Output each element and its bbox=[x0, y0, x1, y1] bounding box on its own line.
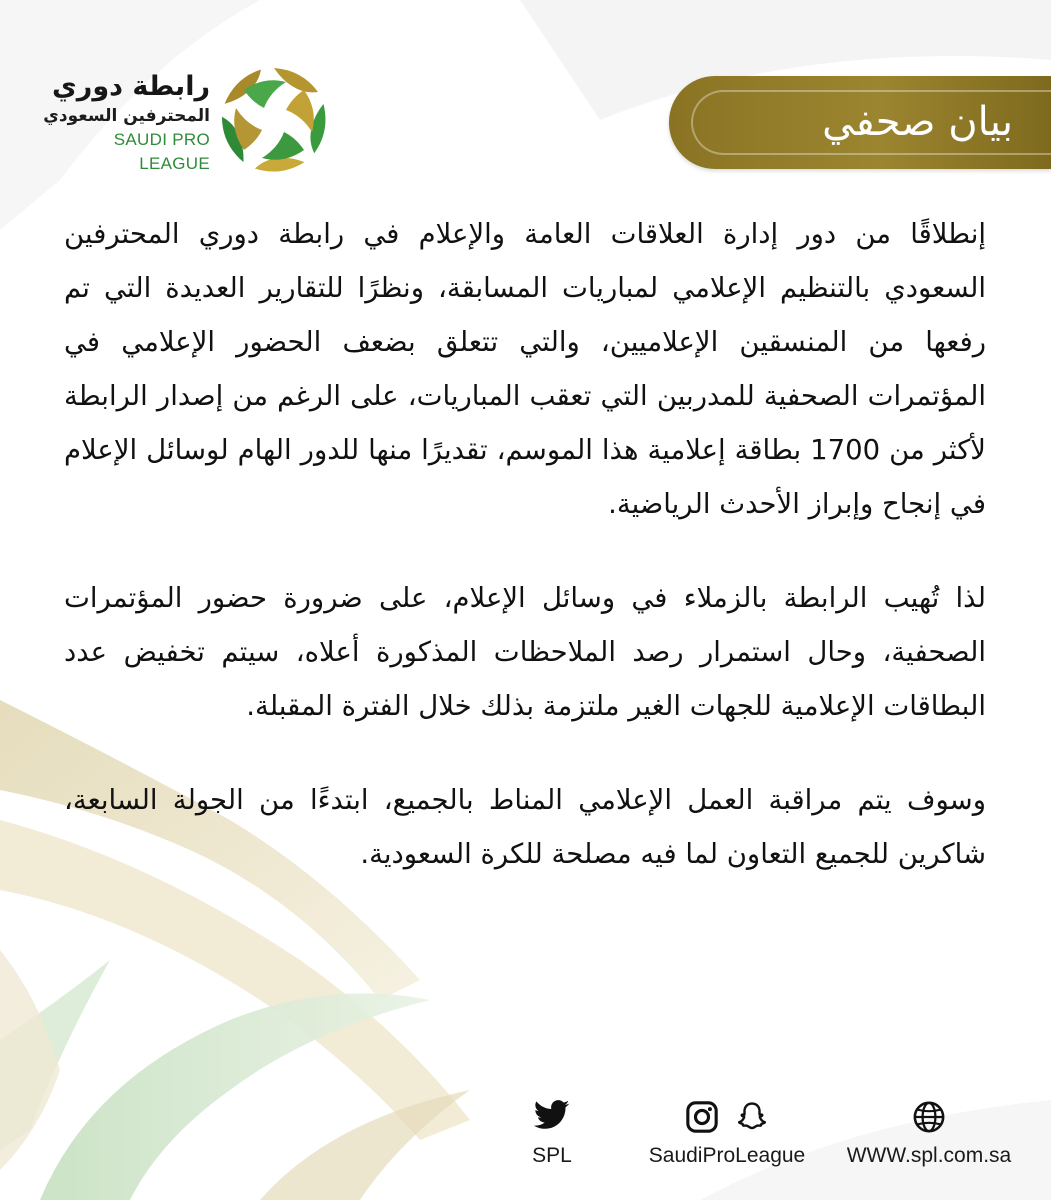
twitter-icon bbox=[534, 1100, 570, 1130]
league-logo bbox=[40, 62, 340, 182]
logo-wordmark bbox=[40, 70, 210, 176]
website-label: WWW.spl.com.sa bbox=[846, 1144, 1012, 1167]
snapchat-icon bbox=[735, 1100, 769, 1134]
contact-footer bbox=[0, 1100, 1051, 1180]
twitter-handle[interactable] bbox=[512, 1100, 592, 1168]
social-handle[interactable] bbox=[632, 1100, 822, 1168]
press-release-banner bbox=[669, 76, 1051, 169]
banner-title: بيان صحفي bbox=[822, 99, 1013, 145]
website-link[interactable] bbox=[836, 1100, 1022, 1168]
statement-body bbox=[64, 207, 986, 881]
paragraph: وسوف يتم مراقبة العمل الإعلامي المناط بالجميع، ابتدءًا من الجولة السابعة، شاكرين للجميع التعاون لما فيه مصلحة للكرة السعودية. bbox=[64, 784, 986, 870]
paragraph: إنطلاقًا من دور إدارة العلاقات العامة والإعلام في رابطة دوري المحترفين السعودي بالتنظيم الإعلامي لمباريات المسابقة، ونظرًا للتقارير العديدة التي تم رفعها من المنسقين الإعلاميين، والتي تتعلق بضعف الحضور الإعلامي في المؤتمرات الصحفية للمدربين التي تعقب المباريات، على الرغم من إصدار الرابطة لأكثر من 1700 بطاقة إعلامية هذا الموسم، تقديرًا منها للدور الهام لوسائل الإعلام في إنجاح وإبراز الأحدث الرياضية. bbox=[64, 218, 986, 520]
globe-icon bbox=[912, 1100, 946, 1134]
spl-emblem-icon bbox=[218, 64, 330, 176]
logo-arabic-subtitle: المحترفين السعودي bbox=[43, 106, 210, 126]
logo-english-name: SAUDI PRO LEAGUE bbox=[113, 130, 210, 173]
logo-arabic-title: رابطة دوري bbox=[52, 71, 210, 102]
paragraph: لذا تُهيب الرابطة بالزملاء في وسائل الإعلام، على ضرورة حضور المؤتمرات الصحفية، وحال استمرار رصد الملاحظات المذكورة أعلاه، سيتم تخفيض عدد البطاقات الإعلامية للجهات الغير ملتزمة بذلك خلال الفترة المقبلة. bbox=[64, 582, 986, 722]
social-label: SaudiProLeague bbox=[648, 1144, 806, 1167]
twitter-label: SPL bbox=[532, 1144, 572, 1167]
instagram-icon bbox=[685, 1100, 719, 1134]
